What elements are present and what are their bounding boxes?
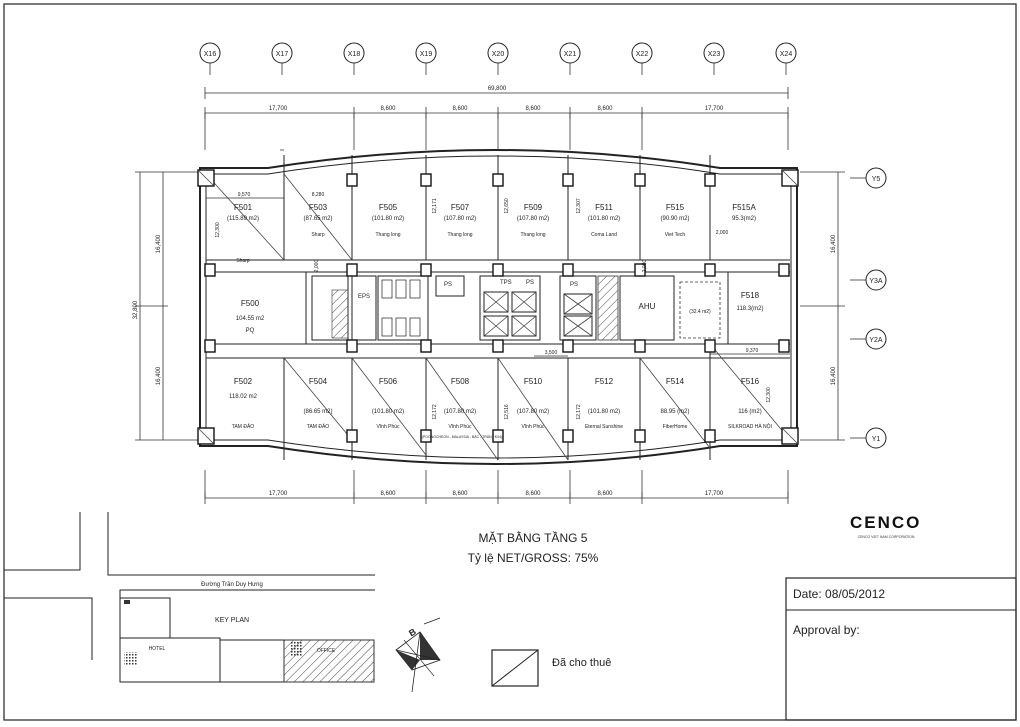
dim-left-1: 16,400 [156,366,162,386]
unit-area: (101.80 m2) [587,216,621,222]
unit-f515 [660,203,689,238]
key-plan-title: KEY PLAN [214,617,250,624]
unit-area: 116 (m2) [738,409,762,415]
logo-text: CENCO [850,513,922,532]
core-ps-label-1: PS [444,282,453,288]
grid-bubble-x20 [488,43,508,75]
grid-label-x24: X24 [779,51,793,58]
grid-label-x22: X22 [635,51,649,58]
dim-misc-0: 9,570 [237,192,251,198]
grid-bubble-x17 [272,43,292,75]
grid-label-x17: X17 [275,51,289,58]
grid-bubble-x24 [776,43,796,75]
north-arrow-icon [396,618,440,692]
unit-area: 95.3(m2) [731,216,757,222]
unit-tenant: FiberHome [662,424,688,430]
unit-f500 [236,299,265,334]
logo-subtext: CENCO VIET NAM CORPORATION [857,535,915,539]
dim-misc-7: 2,000 [314,259,320,273]
unit-f504 [303,377,332,430]
dim-top-3: 8,600 [525,106,541,112]
unit-f500-id: F500 [240,299,260,308]
unit-id: F503 [308,203,328,212]
key-plan-hotel: HOTEL [148,646,166,652]
sheet-border [4,4,1016,720]
dim-misc-5: 12,307 [576,198,582,214]
grid-label-x21: X21 [563,51,577,58]
grid-label-y5: Y5 [871,176,881,183]
unit-tenant: Sharp [311,232,325,238]
dim-misc-6: 2,000 [715,230,729,236]
grid-label-x23: X23 [707,51,721,58]
dim-top-4: 8,600 [597,106,613,112]
unit-tenant: Thang long [447,232,473,238]
unit-area: (107.80 m2) [443,216,477,222]
unit-tenant: TAM ĐẢO [231,424,255,430]
unit-area: (101.80 m2) [587,409,621,415]
unit-f510 [517,377,549,430]
core-eps-label: EPS [358,294,371,300]
unit-f506 [372,377,404,430]
dim-misc-10: 3,500 [544,350,558,356]
unit-tenant: Thang long [375,232,401,238]
core-small-area: (32.4 m2) [689,309,711,315]
unit-f501 [227,203,259,264]
grid-bubble-x18 [344,43,364,75]
dim-top-1: 8,600 [380,106,396,112]
key-plan [4,512,375,682]
company-logo [850,513,921,539]
grid-bubble-x22 [632,43,652,75]
unit-f518-area: 118.3(m2) [736,306,764,312]
core-ps-label-3: PS [570,282,579,288]
unit-area: (90.90 m2) [660,216,690,222]
unit-id: F515A [732,203,756,212]
dim-top-0: 17,700 [268,106,288,112]
grid-bubble-y1 [850,428,886,448]
unit-area: 118.02 m2 [229,394,257,400]
unit-area: (107.80 m2) [443,409,477,415]
unit-id: F502 [233,377,253,386]
unit-id: F515 [665,203,685,212]
dim-misc-9: 9,370 [745,348,759,354]
unit-f515a [732,203,756,222]
unit-f518 [737,291,764,312]
dim-top-2: 8,600 [452,106,468,112]
grid-bubble-x19 [416,43,436,75]
unit-f503 [303,203,332,238]
unit-id: F506 [378,377,398,386]
grid-label-y3a: Y3A [869,278,883,285]
dim-right-1: 16,400 [831,366,837,386]
north-label: B [407,626,418,639]
dim-misc-8: 2,000 [642,259,648,273]
unit-area: (101.80 m2) [371,216,405,222]
page-title: MẶT BẰNG TẦNG 5 [478,531,588,545]
dim-bottom-5: 17,700 [704,491,724,497]
dim-bottom-1: 8,600 [380,491,396,497]
unit-id: F507 [450,203,470,212]
grid-bubble-y2a [850,329,886,349]
unit-f511 [588,203,620,238]
unit-area: (101.80 m2) [371,409,405,415]
unit-area: (115.89 m2) [227,216,259,222]
unit-tenant: Eternal Sunshine [584,424,624,430]
dim-left-total: 32,800 [133,300,139,320]
dim-bottom-3: 8,600 [525,491,541,497]
dim-misc-11: 12,172 [432,404,438,420]
grid-bubble-y3a [850,270,886,290]
unit-area: (87.65 m2) [303,216,333,222]
bottom-dimensions [205,470,788,504]
f508-note: (POONGCHEON - MALAYSIA - BẮC - TRÂN - K04) [421,435,503,439]
dim-misc-4: 12,650 [504,198,510,214]
core-ps-label-2: PS [526,280,535,286]
unit-f507 [444,203,476,238]
core-area [312,276,720,340]
date-label: Date: 08/05/2012 [793,587,886,601]
grid-bubble-y5 [850,168,886,188]
grid-bubble-x21 [560,43,580,75]
unit-f505 [372,203,404,238]
grid-y-axes [850,168,886,448]
grid-label-y1: Y1 [871,436,881,443]
core-tps-label: TPS [500,280,512,286]
unit-id: F508 [450,377,470,386]
dim-misc-12: 12,516 [504,404,510,420]
unit-area: 88.95 (m2) [660,409,690,415]
unit-f502 [229,377,258,430]
unit-area: (107.80 m2) [516,409,550,415]
grid-label-x19: X19 [419,51,433,58]
dim-misc-2: 12,300 [215,222,221,238]
dim-bottom-4: 8,600 [597,491,613,497]
dim-misc-3: 12,171 [432,198,438,214]
dim-bottom-0: 17,700 [268,491,288,497]
unit-id: F510 [523,377,543,386]
top-dimensions [205,86,788,150]
unit-f500-area: 104.55 m2 [235,316,265,322]
unit-tenant: Vĩnh Phúc [521,424,545,430]
dim-misc-13: 12,172 [576,404,582,420]
grid-bubble-x16 [200,43,220,75]
unit-f512 [585,377,623,430]
dim-bottom-2: 8,600 [452,491,468,497]
unit-id: F501 [233,203,253,212]
legend-rented [492,650,611,686]
unit-tenant: Thang long [520,232,546,238]
grid-bubble-x23 [704,43,724,75]
dim-left-0: 16,400 [156,234,162,254]
approval-label: Approval by: [793,623,860,637]
key-plan-road: Đường Trần Duy Hưng [201,582,263,588]
dim-misc-14: 12,300 [766,387,772,403]
title-block [786,578,1016,720]
grid-label-x20: X20 [491,51,505,58]
unit-tenant: Vĩnh Phúc [448,424,472,430]
dim-misc-1: 8,280 [311,192,325,198]
grid-x-axes [200,43,796,75]
unit-tenant: SILKROAD HÀ NỘI [728,424,772,430]
unit-f500-tenant: PQ [245,328,255,334]
unit-id: F504 [308,377,328,386]
grid-label-x16: X16 [203,51,217,58]
dim-overall: 69,800 [487,86,507,92]
page-subtitle: Tỷ lệ NET/GROSS: 75% [467,551,599,565]
unit-area: (86.65 m2) [303,409,333,415]
dim-right-0: 16,400 [831,234,837,254]
key-plan-office: OFFICE [316,648,336,654]
dim-top-5: 17,700 [704,106,724,112]
unit-id: F511 [595,203,613,212]
unit-id: F509 [523,203,543,212]
unit-id: F514 [665,377,685,386]
unit-area: (107.80 m2) [516,216,550,222]
unit-tenant: TAM ĐẢO [306,424,330,430]
unit-id: F516 [740,377,760,386]
unit-tenant: Coma Land [591,232,617,238]
unit-tenant: Sharp [236,258,250,264]
unit-f509 [517,203,549,238]
unit-f518-id: F518 [740,291,760,300]
unit-id: F512 [594,377,614,386]
core-ahu-label: AHU [638,302,656,311]
unit-id: F505 [378,203,398,212]
grid-label-x18: X18 [347,51,361,58]
unit-tenant: Vĩnh Phúc [376,424,400,430]
grid-label-y2a: Y2A [869,337,883,344]
legend-label: Đã cho thuê [552,657,612,669]
unit-tenant: Viet Tech [664,232,686,238]
